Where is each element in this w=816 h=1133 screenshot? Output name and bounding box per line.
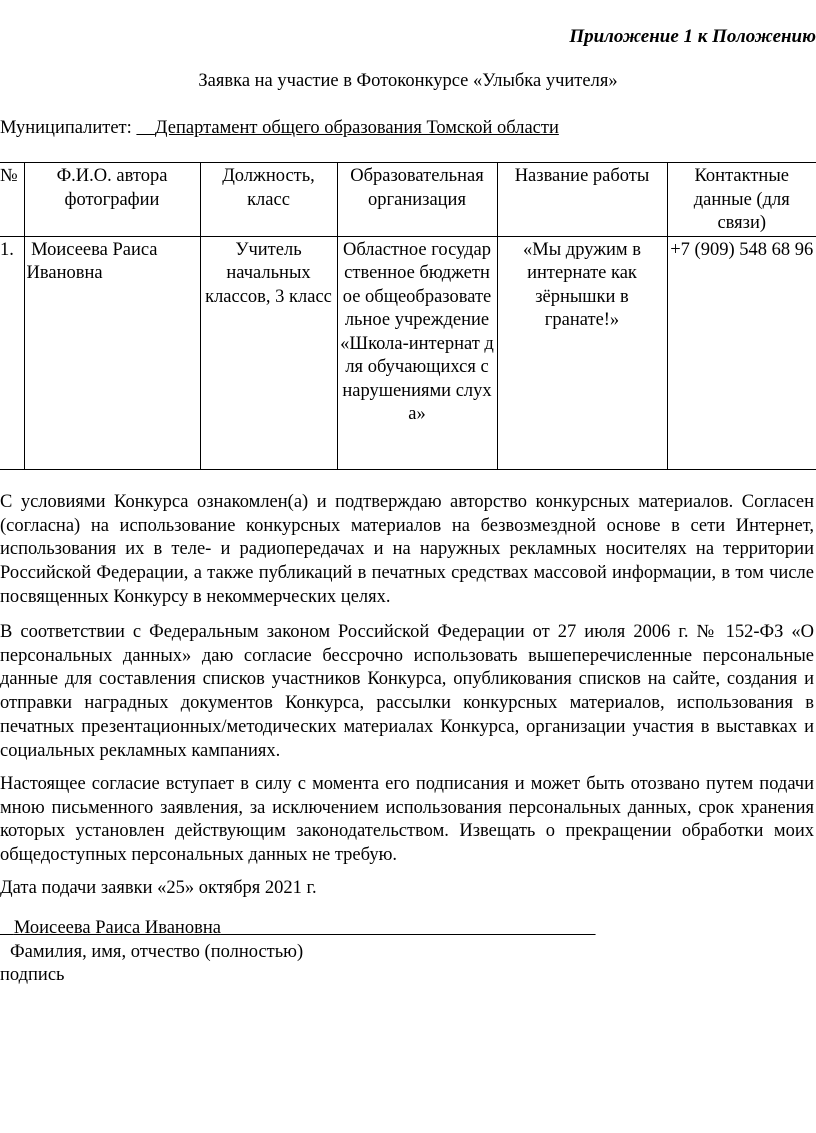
signer-line (0, 917, 596, 941)
column-header-contacts: Контактные данные (для связи) (667, 163, 816, 237)
cell-author: Моисеева Раиса Ивановна (24, 236, 200, 469)
signer-name: Моисеева Раиса Ивановна (13, 918, 221, 938)
application-table (0, 162, 816, 470)
fio-caption: Фамилия, имя, отчество (полностью) (10, 942, 304, 962)
signature-caption: подпись (0, 965, 65, 985)
cell-number: 1. (0, 236, 24, 469)
column-header-organization: Образовательная организация (337, 163, 497, 237)
cell-contacts: +7 (909) 548 68 96 (667, 236, 816, 469)
municipality-line (0, 117, 559, 141)
signer-underline-suffix (221, 918, 596, 938)
document-title: Заявка на участие в Фотоконкурсе «Улыбка учителя» (198, 71, 618, 91)
column-header-author: Ф.И.О. автора фотографии (24, 163, 200, 237)
column-header-position: Должность, класс (200, 163, 337, 237)
municipality-label: Муниципалитет: (0, 118, 132, 138)
cell-position: Учитель начальных классов, 3 класс (200, 236, 337, 469)
table-row (0, 236, 816, 469)
appendix-label: Приложение 1 к Положению (569, 26, 816, 47)
municipality-underline-gap (136, 118, 155, 138)
consent-paragraph-3: Настоящее согласие вступает в силу с момента его подписания и может быть отозвано путем подачи мною письменного заявления, за исключением использования персональных данных, срок хранения которых установлен действующим законодательством. Извещать о прекращении обработки моих общедоступных персональных данных не требую. (0, 774, 814, 866)
municipality-value: Департамент общего образования Томской области (154, 118, 559, 138)
table-header-row (0, 163, 816, 237)
column-header-work-title: Название работы (497, 163, 667, 237)
cell-work-title: «Мы дружим в интернате как зёрнышки в гранате!» (497, 236, 667, 469)
consent-paragraph-1: С условиями Конкурса ознакомлен(а) и подтверждаю авторство конкурсных материалов. Согласен (согласна) на использование конкурсных материалов на безвозмездной основе в сети Интернет, использования их в теле- и радиопередачах и на наружных рекламных носителях на территории Российской Федерации, а также публикаций в печатных средствах массовой информации, в том числе посвященных Конкурсу в некоммерческих целях. (0, 492, 814, 607)
signer-underline-prefix (0, 918, 14, 938)
submission-date: Дата подачи заявки «25» октября 2021 г. (0, 878, 317, 898)
column-header-number: № (0, 163, 24, 237)
cell-organization: Областное государственное бюджетное общеобразовательное учреждение «Школа-интернат для обучающихся с нарушениями слуха» (337, 236, 497, 469)
consent-paragraph-2: В соответствии с Федеральным законом Российской Федерации от 27 июля 2006 г. № 152-ФЗ «О персональных данных» даю согласие бессрочно использовать вышеперечисленные персональные данные для составления списков участников Конкурса, опубликования списков на сайте, создания и отправки наградных документов Конкурса, рассылки конкурсных материалов, использования в печатных презентационных/методических материалах Конкурса, организации участия в выставках и социальных рекламных кампаниях. (0, 622, 814, 761)
